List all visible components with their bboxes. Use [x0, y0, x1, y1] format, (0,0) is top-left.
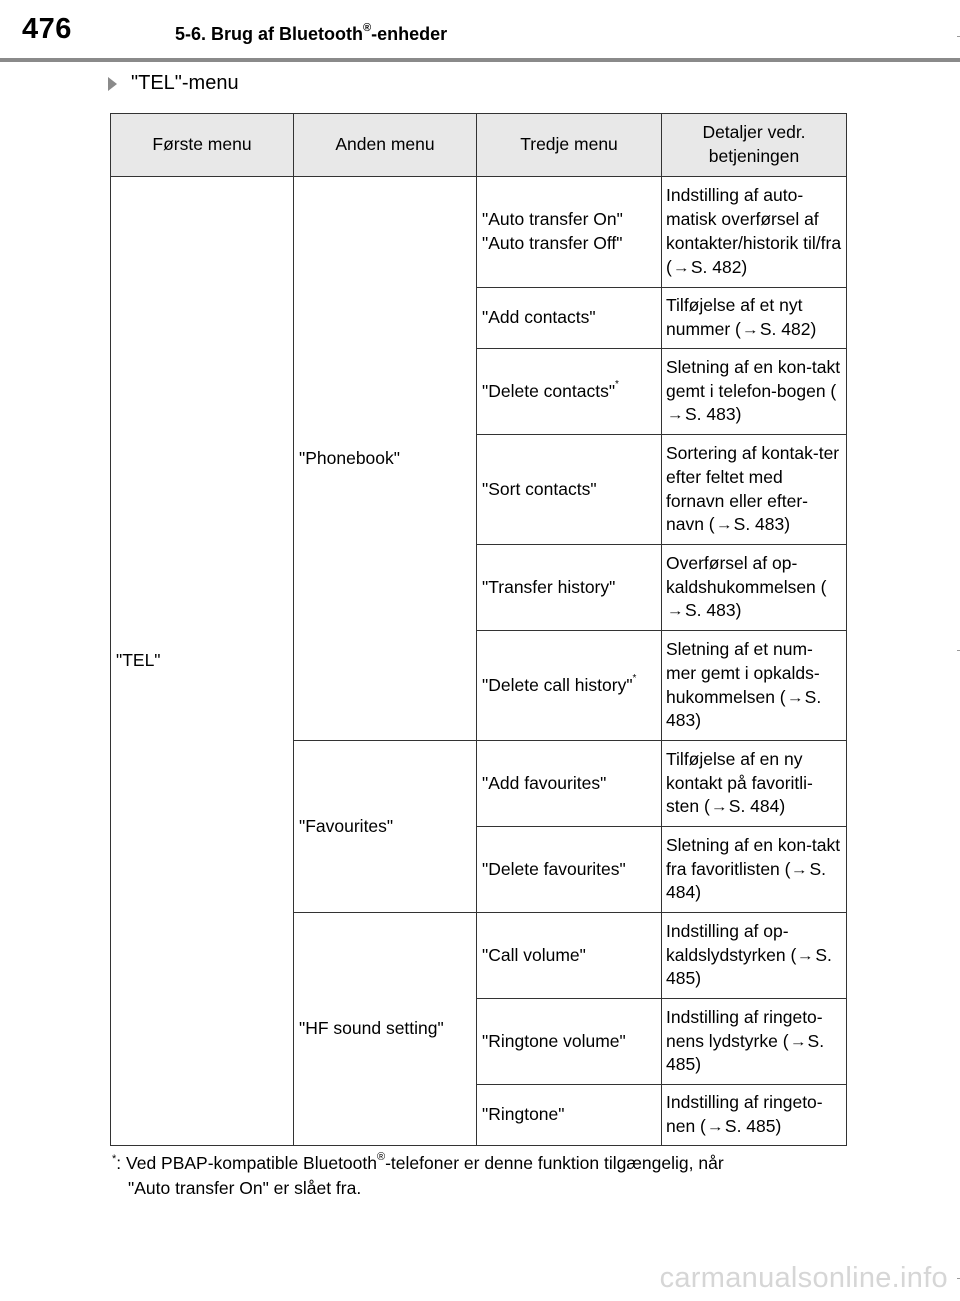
third-menu-label: "Delete favourites"	[477, 827, 662, 913]
detail-cell	[662, 631, 847, 741]
registered-mark: ®	[363, 22, 372, 34]
footnote-text-before: : Ved PBAP-kompatible Bluetooth	[116, 1153, 377, 1173]
table-row	[111, 177, 847, 288]
detail-cell	[662, 741, 847, 827]
page-reference: S. 482)	[690, 256, 748, 277]
section-title-suffix: -enheder	[371, 24, 448, 44]
page-reference: S. 484)	[666, 858, 827, 903]
footnote-marker: *	[615, 378, 619, 390]
page-number: 476	[22, 13, 72, 45]
arrow-right-icon: →	[667, 407, 684, 423]
section-title-text: 5-6. Brug af Bluetooth	[175, 24, 363, 44]
third-menu-label-alt: "Auto transfer Off"	[482, 233, 623, 253]
third-menu-label: "Call volume"	[477, 913, 662, 999]
footnote-line-2: "Auto transfer On" er slået fra.	[128, 1178, 362, 1199]
arrow-right-icon: →	[715, 517, 733, 533]
third-menu-cell	[477, 631, 662, 741]
detail-cell	[662, 545, 847, 631]
column-header-first-menu: Første menu	[111, 114, 294, 177]
menu-heading	[108, 72, 239, 95]
column-header-third-menu: Tredje menu	[477, 114, 662, 177]
third-menu-cell	[477, 177, 662, 288]
footnote	[112, 1151, 872, 1202]
arrow-right-icon: →	[667, 603, 684, 619]
third-menu-label: "Ringtone volume"	[477, 999, 662, 1085]
second-menu-phonebook: "Phonebook"	[294, 177, 477, 741]
detail-text: Sletning af en kon-takt gemt i telefon-bogen (	[666, 356, 841, 401]
arrow-right-icon: →	[786, 689, 804, 705]
footnote-marker: *	[632, 672, 637, 684]
column-header-details: Detaljer vedr. betjeningen	[662, 114, 847, 177]
third-menu-label: "Add contacts"	[477, 288, 662, 349]
detail-text: Indstilling af ringeto-nen (	[666, 1092, 823, 1136]
header-divider	[0, 58, 960, 62]
detail-cell	[662, 999, 847, 1085]
third-menu-label: "Delete contacts"	[482, 380, 616, 401]
detail-cell	[662, 349, 847, 435]
third-menu-cell	[477, 349, 662, 435]
detail-cell	[662, 288, 847, 349]
third-menu-label: "Delete call history"	[482, 674, 633, 695]
watermark: carmanualsonline.info	[659, 1262, 948, 1294]
detail-text: Indstilling af op-kaldslydstyrken (	[666, 920, 797, 965]
detail-text: Indstilling af ringeto-nens lydstyrke (	[666, 1006, 823, 1051]
page-reference: S. 483)	[685, 404, 742, 425]
detail-text: Overførsel af op-kaldshukommelsen (	[666, 552, 827, 597]
detail-cell	[662, 827, 847, 913]
detail-text: Tilføjelse af en ny kontakt på favoritli-sten (	[666, 748, 813, 817]
third-menu-label: "Ringtone"	[477, 1085, 662, 1146]
triangle-right-icon	[108, 77, 117, 91]
arrow-right-icon: →	[672, 259, 690, 275]
arrow-right-icon: →	[791, 861, 809, 877]
menu-heading-text: "TEL"-menu	[131, 72, 239, 94]
detail-text: Tilføjelse af et nyt nummer (	[666, 295, 803, 339]
page-reference: S. 483)	[666, 686, 822, 731]
table-header-row	[111, 114, 847, 177]
page-reference: S. 483)	[733, 514, 791, 535]
detail-text: Sletning af et num-mer gemt i opkalds-hukommelsen (	[666, 638, 820, 707]
page-reference: S. 485)	[666, 944, 832, 989]
arrow-right-icon: →	[706, 1119, 724, 1134]
detail-cell	[662, 177, 847, 288]
page-reference: S. 483)	[685, 600, 742, 621]
arrow-right-icon: →	[797, 947, 815, 963]
third-menu-label: "Auto transfer On"	[482, 209, 623, 230]
footnote-star: *	[112, 1153, 117, 1165]
second-menu-favourites: "Favourites"	[294, 741, 477, 913]
registered-mark: ®	[377, 1151, 386, 1164]
column-header-second-menu: Anden menu	[294, 114, 477, 177]
arrow-right-icon: →	[710, 799, 728, 815]
third-menu-label: "Add favourites"	[477, 741, 662, 827]
third-menu-label: "Transfer history"	[477, 545, 662, 631]
section-title	[175, 24, 447, 45]
page-reference: S. 485)	[724, 1116, 782, 1136]
tel-menu-table	[110, 113, 847, 1146]
detail-text: Indstilling af auto-matisk overførsel af kontakter/historik til/fra (	[666, 185, 842, 277]
second-menu-hf-sound-setting: "HF sound setting"	[294, 913, 477, 1146]
detail-cell	[662, 435, 847, 545]
first-menu-tel: "TEL"	[111, 177, 294, 1146]
arrow-right-icon: →	[741, 322, 759, 337]
page-reference: S. 482)	[759, 319, 817, 339]
detail-cell	[662, 913, 847, 999]
page-reference: S. 485)	[666, 1030, 825, 1075]
page-reference: S. 484)	[728, 796, 786, 817]
detail-cell	[662, 1085, 847, 1146]
arrow-right-icon: →	[789, 1033, 807, 1049]
footnote-text-after: -telefoner er denne funktion tilgængelig, når	[385, 1153, 724, 1173]
detail-text: Sletning af en kon-takt fra favoritlisten (	[666, 834, 841, 879]
third-menu-label: "Sort contacts"	[477, 435, 662, 545]
detail-text: Sortering af kontak-ter efter feltet med fornavn eller efter-navn (	[666, 442, 840, 535]
